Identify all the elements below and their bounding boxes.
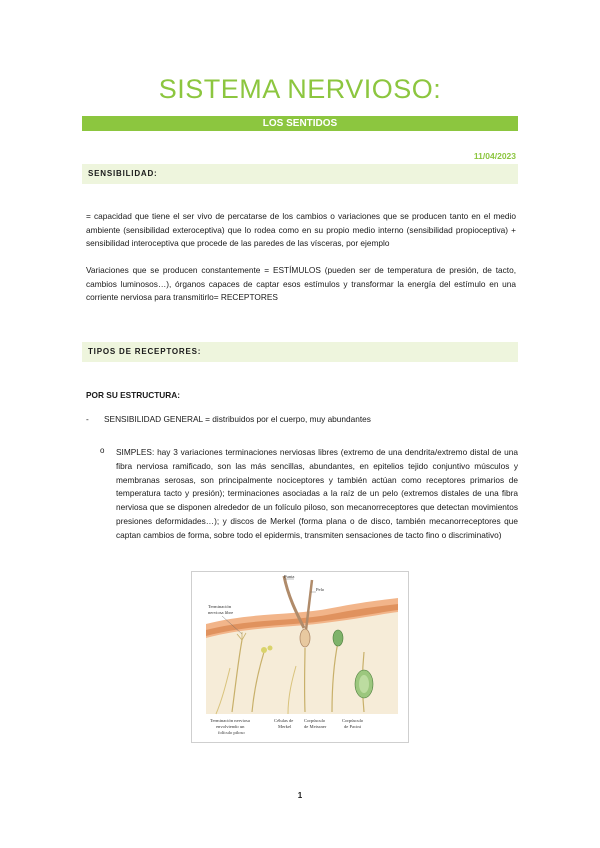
circle-bullet: o <box>100 446 105 455</box>
label-punta: Punta <box>284 574 295 579</box>
label-pelo: Pelo <box>316 587 325 592</box>
section-heading-tipos: TIPOS DE RECEPTORES: <box>82 342 518 362</box>
label-pacini-1: Corpúsculo <box>342 718 364 723</box>
paragraph-estimulos: Variaciones que se producen constantemente = ESTÍMULOS (pueden ser de temperatura de presión, de tacto, cambios luminosos…), órganos capaces de captar esos estímulos y transformar la energía del estímulo en una corriente nerviosa para transmitirlo= RECEPTORES <box>86 265 516 303</box>
label-merkel-1: Células de <box>274 718 294 723</box>
section-heading-sensibilidad: SENSIBILIDAD: <box>82 164 518 184</box>
label-libre-1: Terminación <box>208 604 232 609</box>
label-folicular-1: Terminación nerviosa <box>210 718 250 723</box>
list-item-text: SENSIBILIDAD GENERAL = distribuidos por el cuerpo, muy abundantes <box>104 414 371 424</box>
label-libre-2: nerviosa libre <box>208 610 234 615</box>
label-folicular-3: folículo piloso <box>218 730 245 735</box>
dash-bullet: - <box>86 414 89 424</box>
label-meissner-2: de Meissner <box>304 724 327 729</box>
page-number: 1 <box>297 791 303 800</box>
document-date: 11/04/2023 <box>473 151 516 161</box>
skin-receptors-figure <box>191 571 409 743</box>
label-merkel-2: Merkel <box>278 724 292 729</box>
list-item-simples <box>100 446 518 543</box>
label-folicular-2: envolviendo un <box>216 724 245 729</box>
document-title: SISTEMA NERVIOSO: <box>158 74 442 104</box>
list-item-simples-text: SIMPLES: hay 3 variaciones terminaciones nerviosas libres (extremo de una dendrita/extremo distal de una fibra nerviosa ramificado, son las más sencillas, abundantes, en epitelios tejido conjuntivo músculos y membranas serosas, son principalmente nociceptores y también actúan como receptores primarios de temperatura tacto y presión); terminaciones asociadas a la raíz de un pelo (extremos distales de una fibra nerviosa que se disponen alrededor de un folículo piloso, son mecanorreceptores que detectan movimientos presiones deformidades…); y discos de Merkel (forma plana o de disco, también mecanorreceptores que captan cambios de forma, sobre todo el epidermis, transmiten sensaciones de tacto fino o discriminativo) <box>116 447 518 540</box>
subheading-estructura: POR SU ESTRUCTURA: <box>86 390 181 400</box>
list-item-sensibilidad-general <box>86 414 516 424</box>
label-meissner-1: Corpúsculo <box>304 718 326 723</box>
label-pacini-2: de Pacini <box>344 724 361 729</box>
section-banner: LOS SENTIDOS <box>82 116 518 131</box>
skin-receptors-illustration <box>192 572 408 742</box>
paragraph-sensibilidad-definition: = capacidad que tiene el ser vivo de percatarse de los cambios o variaciones que se producen tanto en el medio ambiente (sensibilidad exteroceptiva) que lo rodea como en su propio medio interno (sensibilidad propioceptiva) + sensibilidad interoceptiva que procede de las paredes de las vísceras, por ejemplo <box>86 211 516 249</box>
